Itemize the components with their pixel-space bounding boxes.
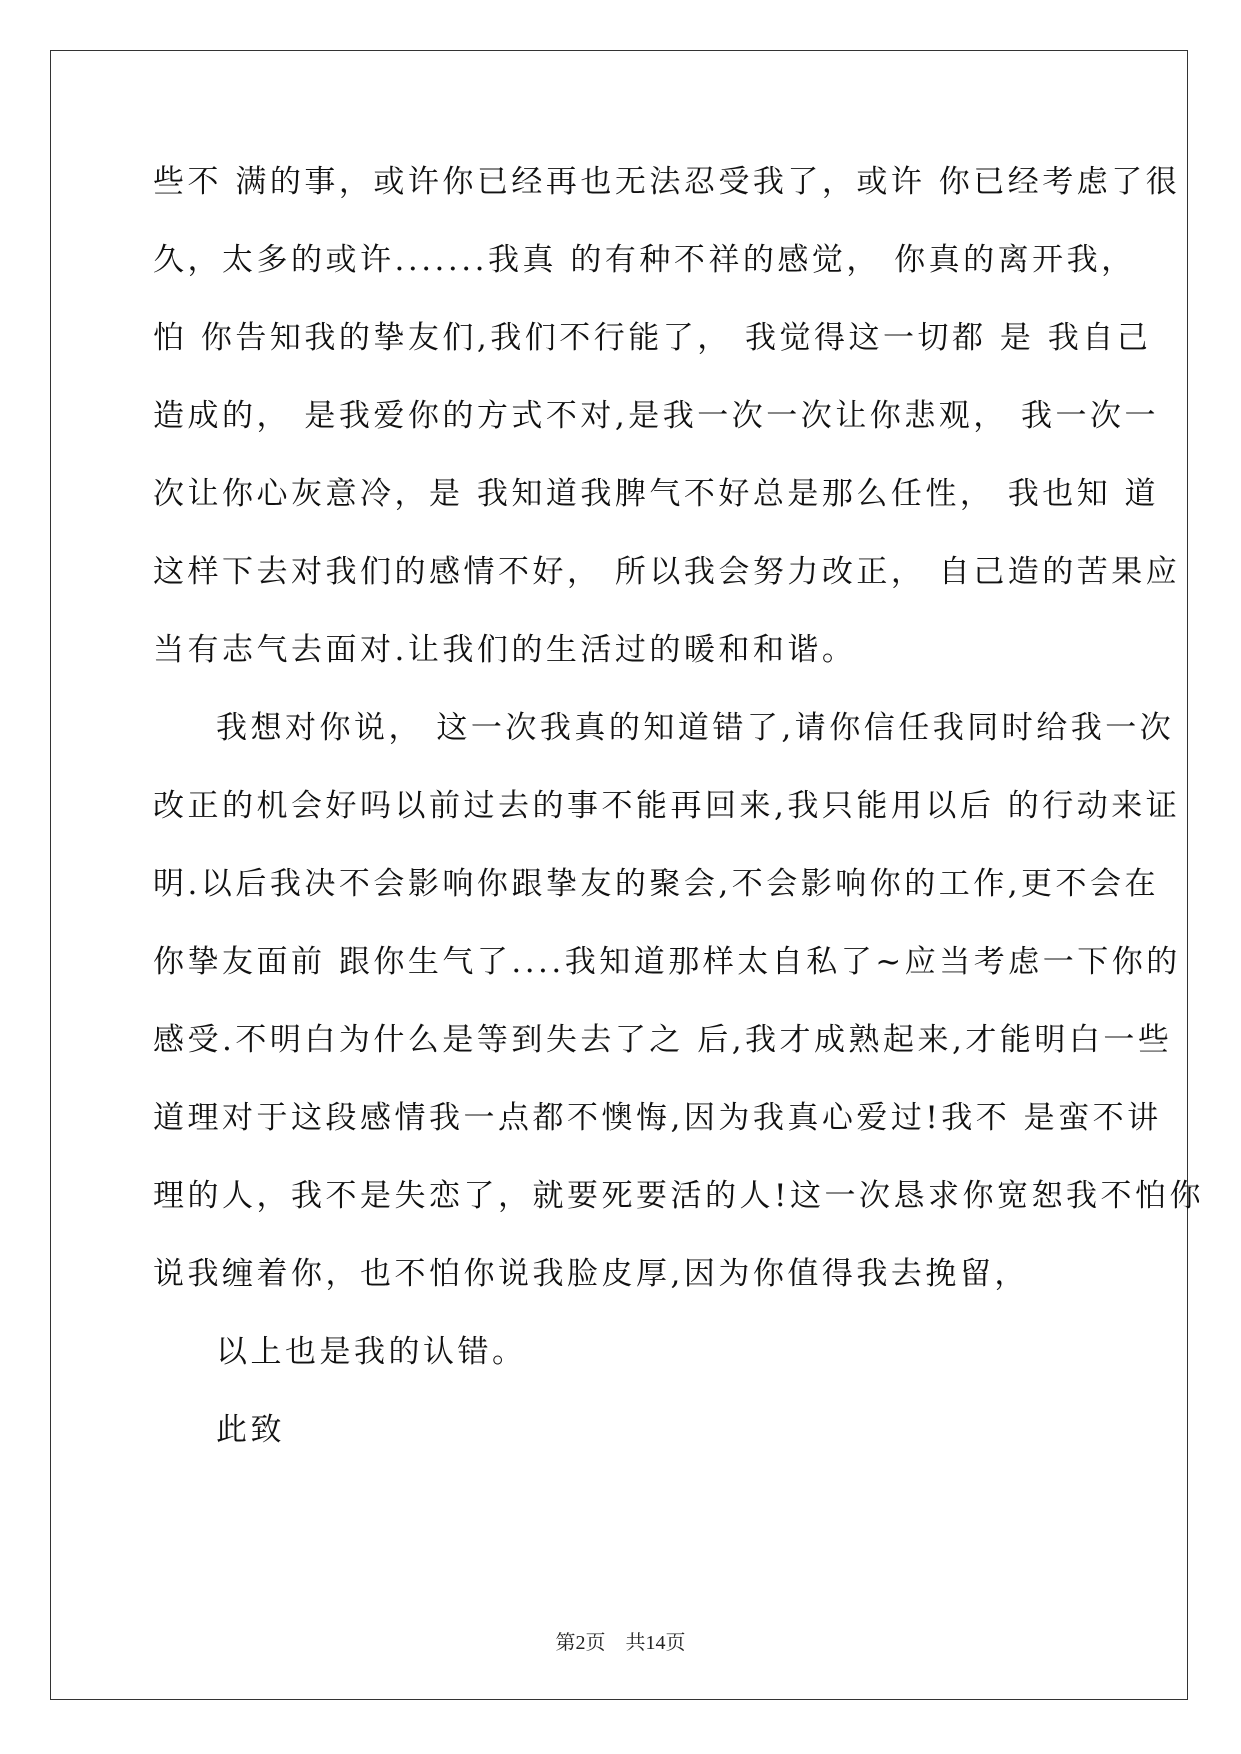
text-line: 造成的， 是我爱你的方式不对,是我一次一次让你悲观， 我一次一	[153, 398, 1160, 434]
salutation-closing: 此致	[216, 1412, 285, 1448]
text-line: 感受.不明白为什么是等到失去了之 后,我才成熟起来,才能明白一些	[153, 1022, 1173, 1058]
text-line: 明.以后我决不会影响你跟挚友的聚会,不会影响你的工作,更不会在	[153, 866, 1160, 902]
text-line: 说我缠着你，也不怕你说我脸皮厚,因为你值得我去挽留，	[153, 1256, 1029, 1292]
closing-statement: 以上也是我的认错。	[216, 1334, 527, 1370]
text-line: 理的人，我不是失恋了，就要死要活的人!这一次恳求你宽恕我不怕你	[153, 1178, 1204, 1214]
text-line: 久，太多的或许.......我真 的有种不祥的感觉， 你真的离开我，	[153, 242, 1136, 278]
text-line: 当有志气去面对.让我们的生活过的暖和和谐。	[153, 632, 857, 668]
text-line: 些不 满的事，或许你已经再也无法忍受我了，或许 你已经考虑了很	[153, 164, 1181, 200]
text-line: 道理对于这段感情我一点都不懊悔,因为我真心爱过!我不 是蛮不讲	[153, 1100, 1162, 1136]
page-number-footer: 第2页 共14页	[555, 1632, 686, 1654]
text-line: 次让你心灰意冷，是 我知道我脾气不好总是那么任性， 我也知 道	[153, 476, 1160, 512]
paragraph-start-line: 我想对你说， 这一次我真的知道错了,请你信任我同时给我一次	[216, 710, 1175, 746]
text-line: 改正的机会好吗以前过去的事不能再回来,我只能用以后 的行动来证	[153, 788, 1181, 824]
text-line: 这样下去对我们的感情不好， 所以我会努力改正， 自己造的苦果应	[153, 554, 1181, 590]
letter-body	[153, 163, 1204, 1489]
text-line: 你挚友面前 跟你生气了....我知道那样太自私了~应当考虑一下你的	[153, 944, 1181, 980]
text-line: 怕 你告知我的挚友们,我们不行能了， 我觉得这一切都 是 我自己	[153, 320, 1152, 356]
